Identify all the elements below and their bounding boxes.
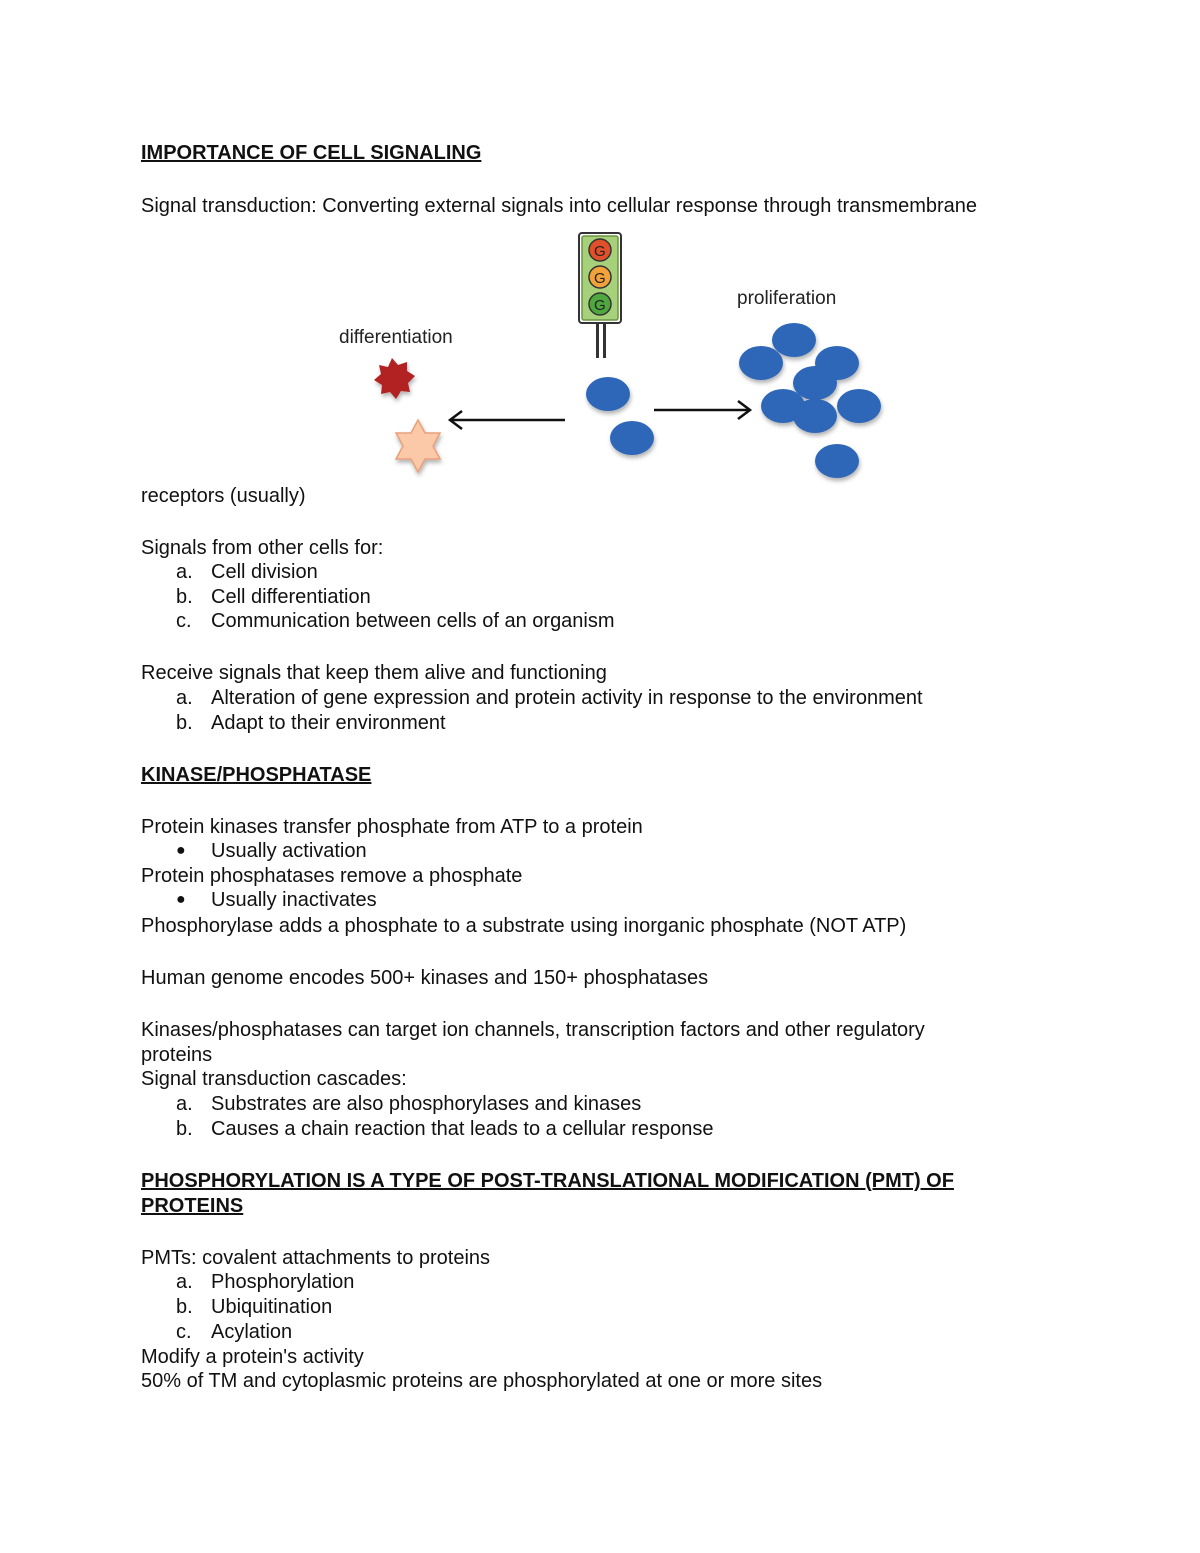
targets-line-2: proteins — [141, 1044, 213, 1066]
list-item: Cell differentiation — [211, 586, 371, 608]
list-marker: c. — [176, 610, 192, 632]
arrow-right-icon — [654, 401, 750, 419]
definition-line-1: Signal transduction: Converting external signals into cellular response through transmembrane — [141, 195, 978, 217]
phosphorylase-line: Phosphorylase adds a phosphate to a substrate using inorganic phosphate (NOT ATP) — [141, 915, 907, 937]
proliferation-label: proliferation — [737, 288, 837, 309]
definition-line-2: receptors (usually) — [141, 485, 306, 507]
list-marker: a. — [176, 1271, 193, 1293]
list-marker: a. — [176, 561, 193, 583]
svg-text:G: G — [594, 270, 606, 287]
signals-intro: Signals from other cells for: — [141, 537, 384, 559]
heading-phosphorylation-line-2: PROTEINS — [141, 1195, 244, 1217]
list-item: Ubiquitination — [211, 1296, 333, 1318]
list-item: Causes a chain reaction that leads to a cellular response — [211, 1118, 714, 1140]
list-item: Communication between cells of an organism — [211, 610, 615, 632]
list-marker: b. — [176, 586, 193, 608]
differentiation-label: differentiation — [339, 327, 453, 348]
list-marker: b. — [176, 1296, 193, 1318]
genome-line: Human genome encodes 500+ kinases and 150+ phosphatases — [141, 967, 709, 989]
kinases-line: Protein kinases transfer phosphate from ATP to a protein — [141, 816, 643, 838]
list-item: Usually activation — [211, 840, 367, 862]
modify-line: Modify a protein's activity — [141, 1346, 364, 1368]
list-item: Alteration of gene expression and protein activity in response to the environment — [211, 687, 923, 709]
list-marker: b. — [176, 712, 193, 734]
svg-text:G: G — [594, 243, 606, 260]
traffic-light-icon — [579, 233, 621, 358]
list-item: Phosphorylation — [211, 1271, 355, 1293]
list-marker: a. — [176, 687, 193, 709]
receive-intro: Receive signals that keep them alive and functioning — [141, 662, 607, 684]
heading-phosphorylation-line-1: PHOSPHORYLATION IS A TYPE OF POST-TRANSLATIONAL MODIFICATION (PMT) OF — [141, 1170, 954, 1192]
signaling-figure — [330, 228, 900, 486]
list-marker: a. — [176, 1093, 193, 1115]
list-marker: b. — [176, 1118, 193, 1140]
heading-cell-signaling: IMPORTANCE OF CELL SIGNALING — [141, 142, 482, 164]
list-item: Cell division — [211, 561, 318, 583]
source-cells — [586, 377, 654, 455]
list-item: Acylation — [211, 1321, 293, 1343]
list-item: Adapt to their environment — [211, 712, 446, 734]
bullet-icon: ● — [176, 842, 186, 859]
star-cell-icon — [396, 420, 440, 472]
red-cell-icon — [374, 358, 415, 399]
list-item: Substrates are also phosphorylases and kinases — [211, 1093, 642, 1115]
heading-kinase-phosphatase: KINASE/PHOSPHATASE — [141, 764, 372, 786]
percent-line: 50% of TM and cytoplasmic proteins are phosphorylated at one or more sites — [141, 1370, 823, 1392]
arrow-left-icon — [450, 411, 565, 429]
list-item: Usually inactivates — [211, 889, 377, 911]
cascades-intro: Signal transduction cascades: — [141, 1068, 407, 1090]
list-marker: c. — [176, 1321, 192, 1343]
svg-text:G: G — [594, 297, 606, 314]
bullet-icon: ● — [176, 891, 186, 908]
proliferated-cells — [739, 323, 881, 478]
targets-line-1: Kinases/phosphatases can target ion channels, transcription factors and other regulatory — [141, 1019, 925, 1041]
pmts-intro: PMTs: covalent attachments to proteins — [141, 1247, 491, 1269]
phosphatases-line: Protein phosphatases remove a phosphate — [141, 865, 523, 887]
